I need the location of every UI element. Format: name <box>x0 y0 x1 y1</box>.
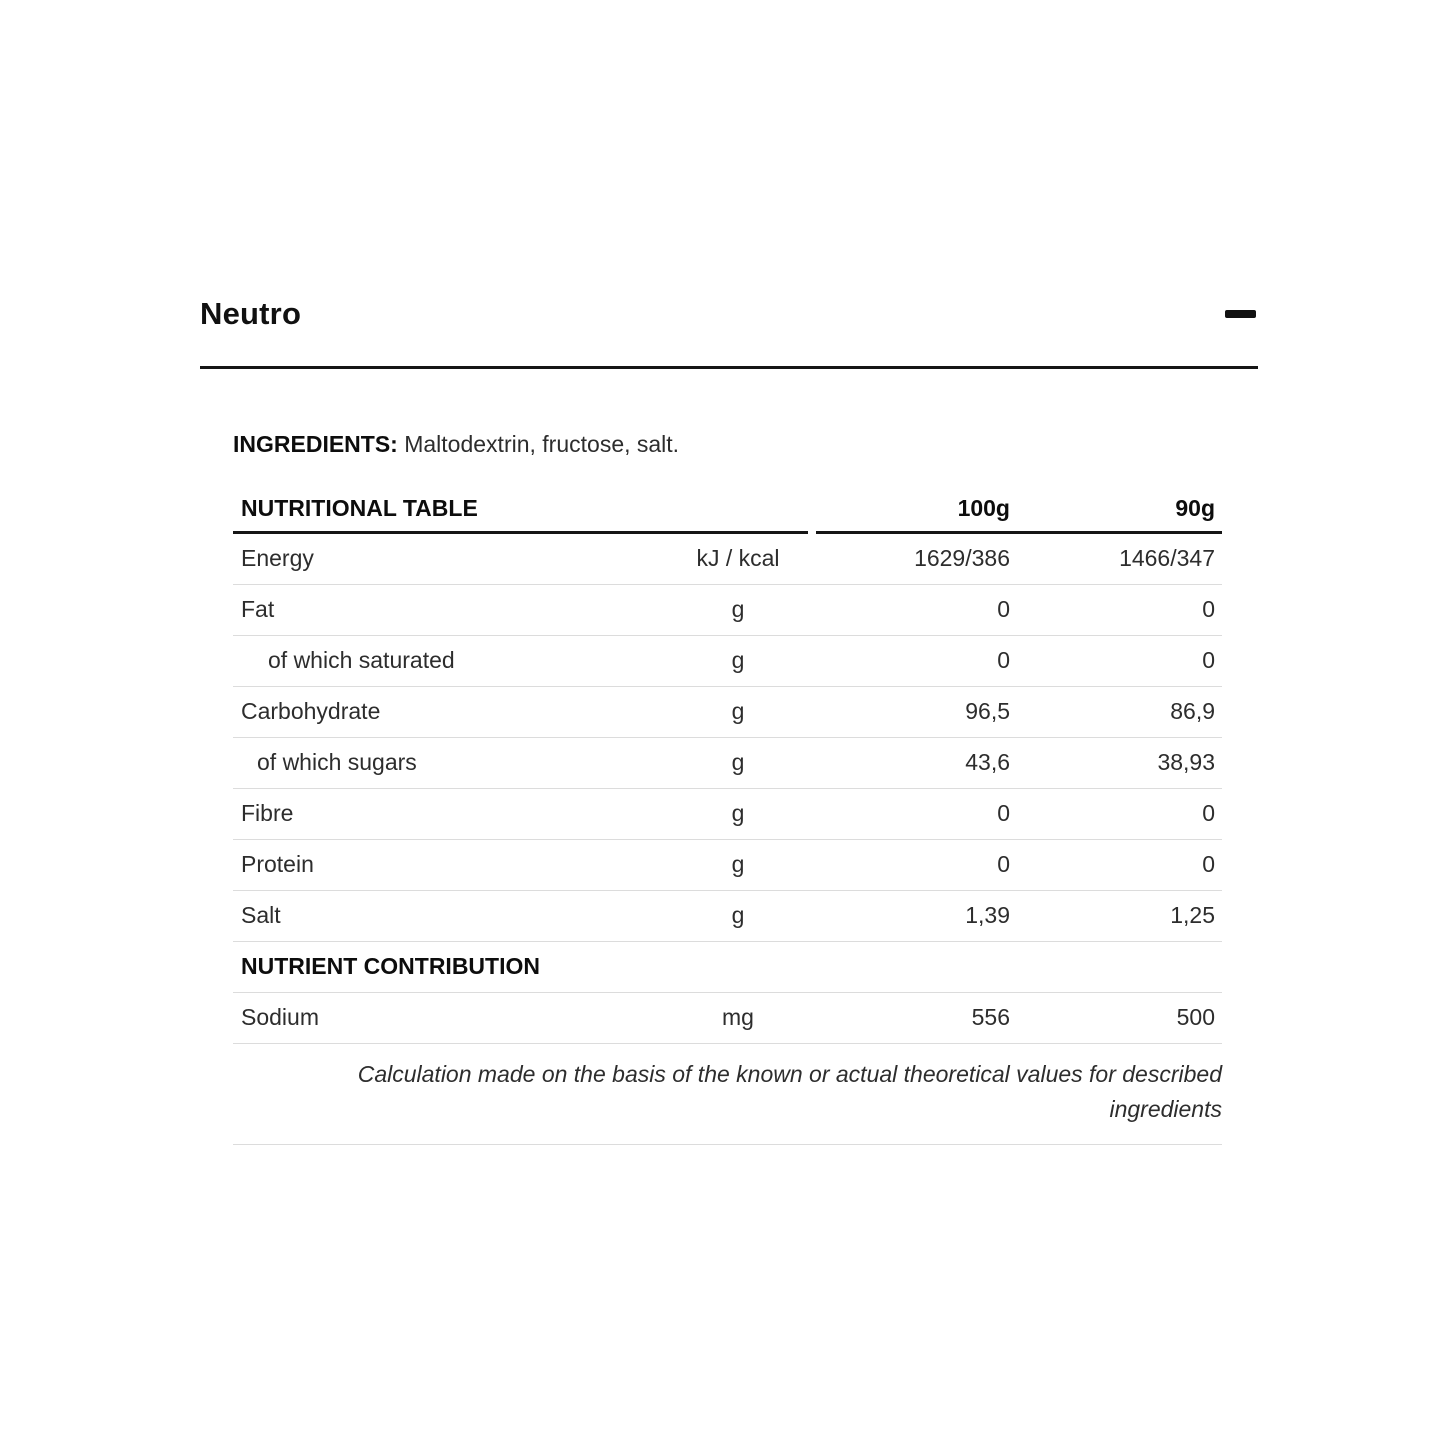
value-100g: 96,5 <box>965 698 1010 725</box>
value-90g: 500 <box>1176 1004 1215 1031</box>
table-row-protein <box>233 840 1222 891</box>
nutrient-unit: g <box>731 596 745 623</box>
nutrient-label: Fibre <box>241 800 294 827</box>
nutrient-label: Energy <box>241 545 314 572</box>
header-underline-right <box>816 531 1222 534</box>
ingredients-text: Maltodextrin, fructose, salt. <box>404 431 680 457</box>
header-underline-left <box>233 531 808 534</box>
nutrient-unit: mg <box>722 1004 754 1031</box>
value-100g: 1,39 <box>965 902 1010 929</box>
value-90g: 86,9 <box>1170 698 1215 725</box>
nutrient-unit: g <box>731 698 745 725</box>
nutrient-unit: kJ / kcal <box>696 545 780 572</box>
nutrient-label: Protein <box>241 851 314 878</box>
minus-collapse-icon[interactable] <box>1225 310 1256 318</box>
table-row-salt <box>233 891 1222 942</box>
table-row-fat <box>233 585 1222 636</box>
table-row-sugars <box>233 738 1222 789</box>
value-100g: 556 <box>971 1004 1010 1031</box>
nutrient-label: Salt <box>241 902 281 929</box>
nutritional-table <box>233 495 1222 1145</box>
table-row-carbohydrate <box>233 687 1222 738</box>
calculation-footnote: Calculation made on the basis of the known or actual theoretical values for described ingredients <box>233 1044 1222 1145</box>
nutrient-unit: g <box>731 647 745 674</box>
nutrient-label: of which sugars <box>257 749 417 776</box>
value-90g: 1466/347 <box>1119 545 1215 572</box>
table-row-saturated <box>233 636 1222 687</box>
value-100g: 0 <box>997 851 1010 878</box>
value-100g: 0 <box>997 800 1010 827</box>
nutrient-label: Fat <box>241 596 275 623</box>
nutrient-unit: g <box>731 800 745 827</box>
value-100g: 43,6 <box>965 749 1010 776</box>
value-100g: 0 <box>997 596 1010 623</box>
value-90g: 0 <box>1202 800 1215 827</box>
ingredients-label: INGREDIENTS: <box>233 431 398 457</box>
section-header-label: NUTRIENT CONTRIBUTION <box>241 953 540 980</box>
table-header-row <box>233 495 1222 534</box>
ingredients-line <box>233 431 1222 459</box>
value-90g: 0 <box>1202 851 1215 878</box>
value-90g: 0 <box>1202 647 1215 674</box>
nutrient-label: Sodium <box>241 1004 319 1031</box>
table-title: NUTRITIONAL TABLE <box>241 494 478 521</box>
table-row-energy <box>233 534 1222 585</box>
accordion-title: Neutro <box>200 296 302 331</box>
nutrient-label: of which saturated <box>268 647 455 674</box>
value-90g: 0 <box>1202 596 1215 623</box>
column-header-100g: 100g <box>957 494 1010 521</box>
accordion-content <box>233 431 1222 1145</box>
column-header-90g: 90g <box>1175 494 1215 521</box>
value-90g: 1,25 <box>1170 902 1215 929</box>
nutrient-unit: g <box>731 851 745 878</box>
value-100g: 0 <box>997 647 1010 674</box>
nutrient-unit: g <box>731 749 745 776</box>
nutrition-accordion-section <box>200 294 1258 1145</box>
table-row-fibre <box>233 789 1222 840</box>
nutrient-contribution-header <box>233 942 1222 993</box>
accordion-header[interactable] <box>200 294 1258 334</box>
nutrient-label: Carbohydrate <box>241 698 381 725</box>
nutrient-unit: g <box>731 902 745 929</box>
table-row-sodium <box>233 993 1222 1044</box>
value-90g: 38,93 <box>1157 749 1215 776</box>
header-divider <box>200 366 1258 369</box>
value-100g: 1629/386 <box>914 545 1010 572</box>
